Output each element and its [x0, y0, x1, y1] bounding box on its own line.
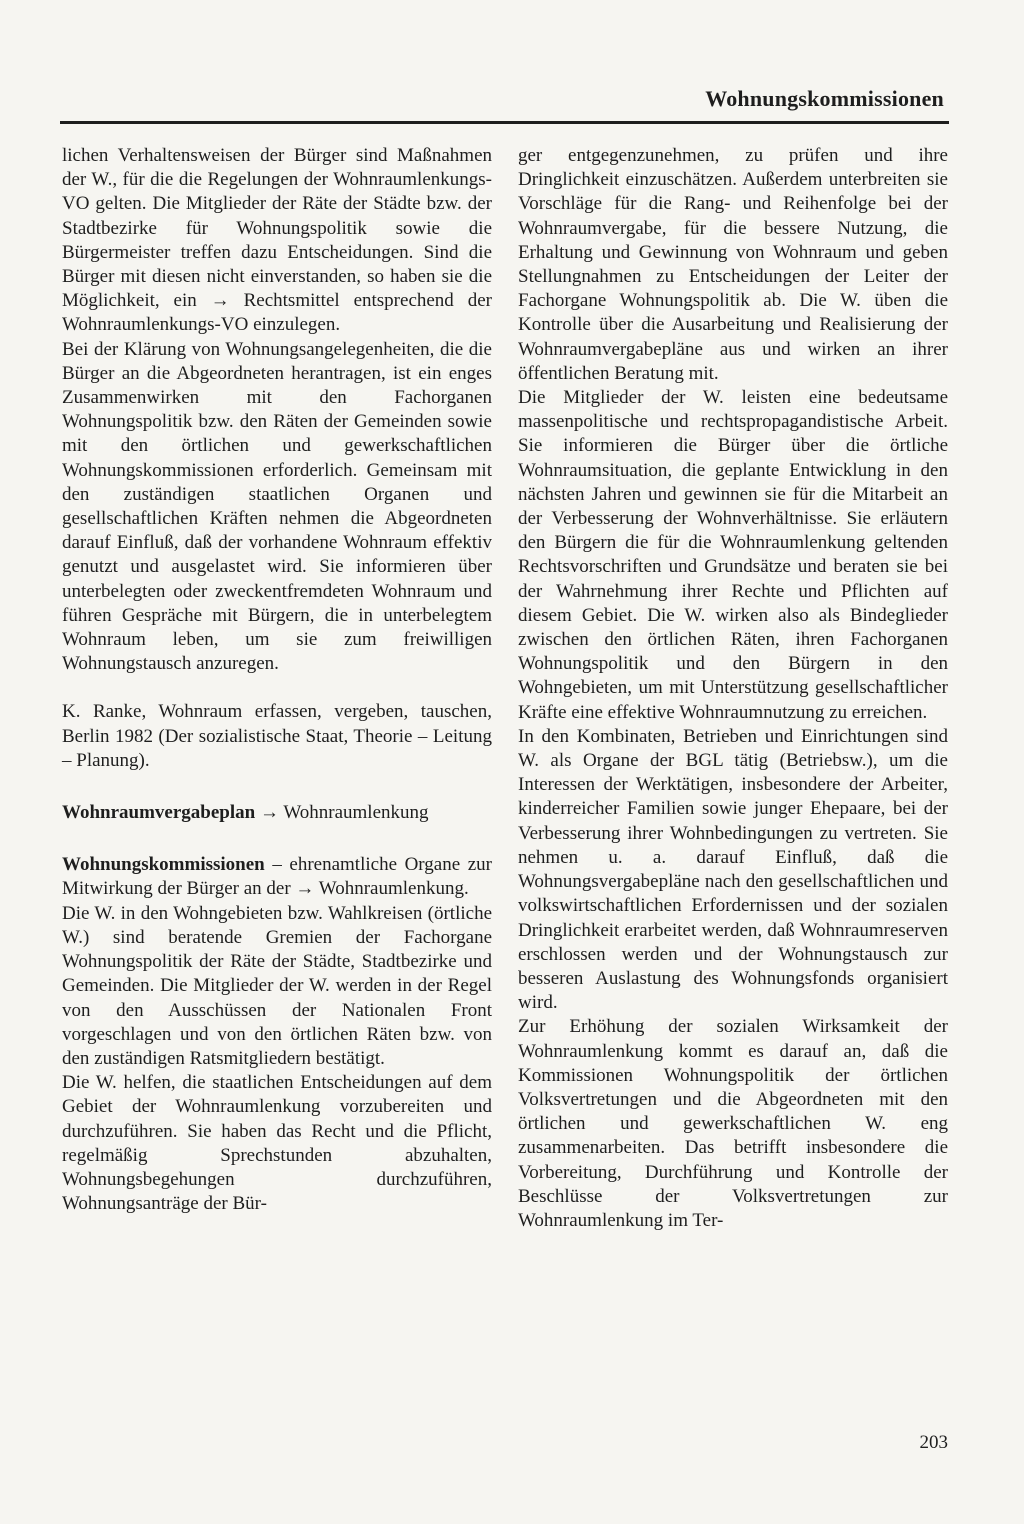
header-rule: [60, 121, 949, 124]
entry-wohnraumvergabeplan: [62, 801, 492, 825]
entry-term: Wohnungskommissionen: [62, 854, 265, 876]
entry-term: Wohnraumvergabeplan: [62, 802, 256, 824]
left-paragraph-2: Bei der Klärung von Wohnungsangelegenheiten, die die Bürger an die Abgeordneten herantragen, ist ein enges Zusammenwirken mit den Fachorganen Wohnungspolitik bzw. den Räten der Gemeinden sowie mit den örtlichen und gewerkschaftlichen Wohnungskommissionen erforderlich. Gemeinsam mit den zuständigen staatlichen Organen und gesellschaftlichen Kräften nehmen die Abgeordneten darauf Einfluß, daß der vorhandene Wohnraum effektiv genutzt und ausgelastet wird. Sie informieren über unterbelegten oder zweckentfremdeten Wohnraum und führen Gespräche mit Bürgern, die in unterbelegtem Wohnraum leben, um sie zum freiwilligen Wohnungstausch anzuregen.: [62, 338, 492, 675]
reference-citation: K. Ranke, Wohnraum erfassen, vergeben, tauschen, Berlin 1982 (Der sozialistische Staat, Theorie – Leitung – Planung).: [62, 701, 492, 771]
entry-wohnungskommissionen: [62, 853, 492, 901]
right-column: [518, 144, 948, 1233]
right-paragraph-4: Zur Erhöhung der sozialen Wirksamkeit der Wohnraumlenkung kommt es darauf an, daß die Kommissionen Wohnungspolitik der örtlichen Volksvertretungen und die Abgeordneten mit den örtlichen und gewerkschaftlichen W. eng zusammenarbeiten. Das betrifft insbesondere die Vorbereitung, Durchführung und Kontrolle der Beschlüsse der Volksvertretungen zur Wohnraumlenkung im Ter-: [518, 1016, 948, 1231]
left-column: [62, 144, 492, 1216]
right-paragraph-2: Die Mitglieder der W. leisten eine bedeutsame massenpolitische und rechtspropagandistische Arbeit. Sie informieren die Bürger über die örtliche Wohnraumsituation, die geplante Entwicklung in den nächsten Jahren und gewinnen sie für die Mitarbeit an der Verbesserung der Wohnverhältnisse. Sie erläutern den Bürgern die für die Wohnraumlenkung geltenden Rechtsvorschriften und Grundsätze und beraten sie bei der Wahrnehmung ihrer Rechte und Pflichten auf diesem Gebiet. Die W. wirken also als Bindeglieder zwischen den örtlichen Räten, ihren Fachorganen Wohnungspolitik und den Bürgern in den Wohngebieten, um mit Unterstützung gesellschaftlicher Kräfte eine effektive Wohnraumnutzung zu erreichen.: [518, 387, 948, 723]
entry-crossref: → Wohnraumlenkung: [255, 802, 429, 824]
entry-definition: – ehrenamtliche Organe zur Mitwirkung der Bürger an der → Wohnraumlenkung.: [62, 854, 492, 900]
page-number: 203: [919, 1432, 948, 1453]
right-paragraph-1: ger entgegenzunehmen, zu prüfen und ihre Dringlichkeit einzuschätzen. Außerdem unterbreiten sie Vorschläge für die Rang- und Reihenfolge bei der Wohnraumvergabe, für die bessere Nutzung, die Erhaltung und Gewinnung von Wohnraum und geben Stellungnahmen zu Entscheidungen der Leiter der Fachorgane Wohnungspolitik ab. Die W. üben die Kontrolle über die Ausarbeitung und Realisierung der Wohnraumvergabepläne aus und wirken an ihrer öffentlichen Beratung mit.: [518, 145, 948, 384]
left-paragraph-3: Die W. in den Wohngebieten bzw. Wahlkreisen (örtliche W.) sind beratende Gremien der Fachorgane Wohnungspolitik der Räte der Städte, Stadtbezirke und Gemeinden. Die Mitglieder der W. werden in der Regel von den Ausschüssen der Nationalen Front vorgeschlagen und von den örtlichen Räten bzw. von den zuständigen Ratsmitgliedern bestätigt.: [62, 902, 492, 1069]
right-paragraph-3: In den Kombinaten, Betrieben und Einrichtungen sind W. als Organe der BGL tätig (Betriebsw.), um die Interessen der Werktätigen, insbesondere der Arbeiter, kinderreicher Familien sowie junger Ehepaare, bei der Verbesserung ihrer Wohnbedingungen zu vertreten. Sie nehmen u. a. darauf Einfluß, daß die Wohnungsvergabepläne nach den gesellschaftlichen und volkswirtschaftlichen Erfordernissen und der sozialen Dringlichkeit erarbeitet werden, daß Wohnraumreserven erschlossen werden und der Wohnungstausch zur besseren Auslastung des Wohnungsfonds organisiert wird.: [518, 725, 948, 1014]
left-paragraph-4: Die W. helfen, die staatlichen Entscheidungen auf dem Gebiet der Wohnraumlenkung vorzubereiten und durchzuführen. Sie haben das Recht und die Pflicht, regelmäßig Sprechstunden abzuhalten, Wohnungsbegehungen durchzuführen, Wohnungsanträge der Bür-: [62, 1072, 492, 1215]
running-header-title: Wohnungskommissionen: [705, 86, 944, 111]
left-paragraph-1: lichen Verhaltensweisen der Bürger sind Maßnahmen der W., für die die Regelungen der Wohnraumlenkungs-VO gelten. Die Mitglieder der Räte der Städte bzw. der Stadtbezirke für Wohnungspolitik sowie die Bürgermeister treffen dazu Entscheidungen. Sind die Bürger mit diesen nicht einverstanden, so haben sie die Möglichkeit, ein → Rechtsmittel entsprechend der Wohnraumlenkungs-VO einzulegen.: [62, 145, 492, 336]
